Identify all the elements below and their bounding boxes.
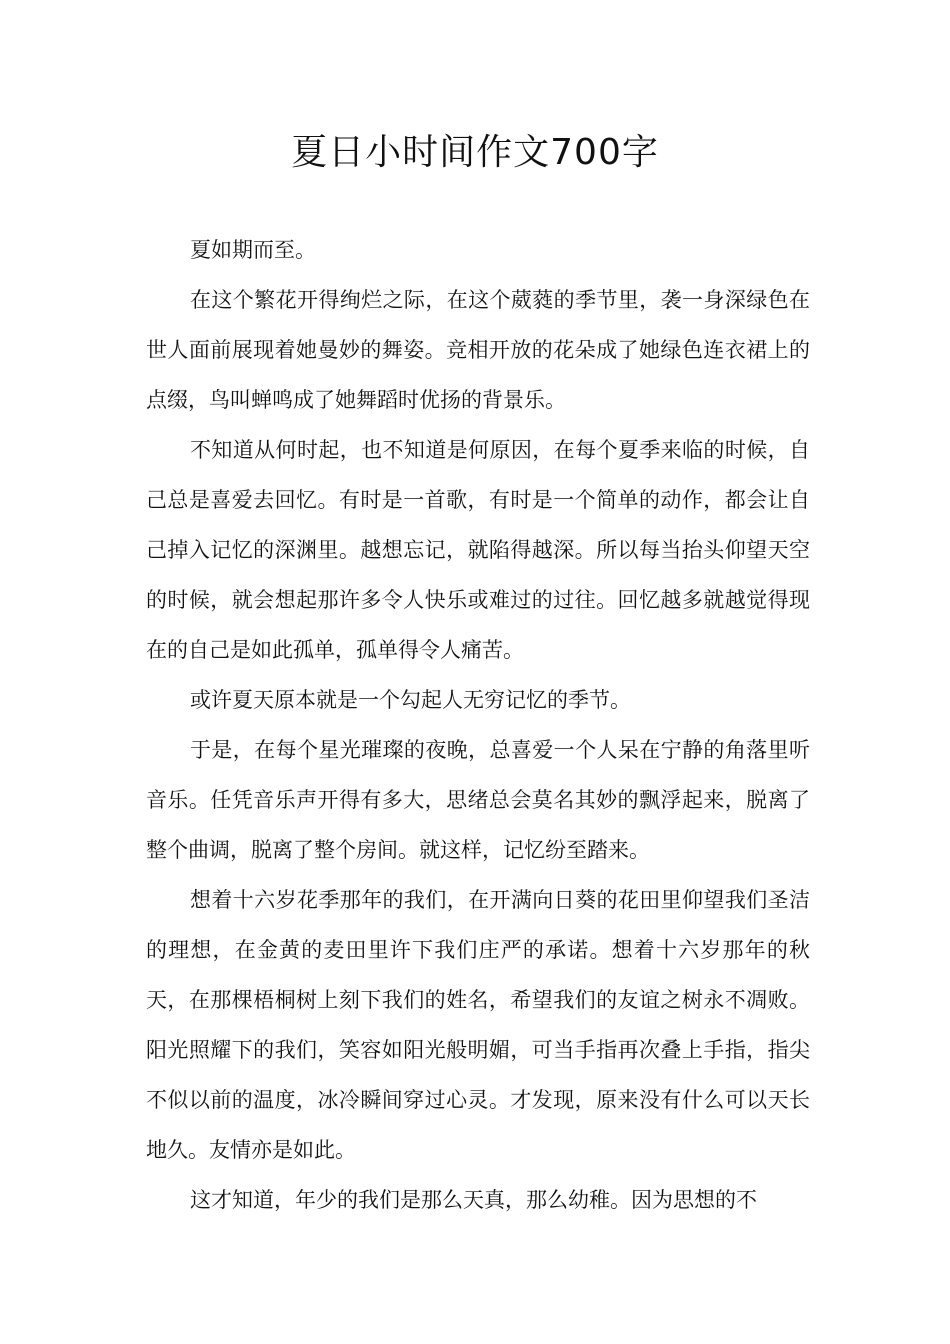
paragraph-4: 或许夏天原本就是一个勾起人无穷记忆的季节。	[190, 688, 631, 712]
paragraph-5: 于是，在每个星光璀璨的夜晚，总喜爱一个人呆在宁静的角落里听音乐。任凭音乐声开得有多大，思绪总会莫名其妙的飘浮起来，脱离了整个曲调，脱离了整个房间。就这样，记忆纷至踏来。	[146, 738, 810, 862]
document-body	[146, 225, 810, 1225]
paragraph-2: 在这个繁花开得绚烂之际，在这个葳蕤的季节里，袭一身深绿色在世人面前展现着她曼妙的舞姿。竞相开放的花朵成了她绿色连衣裙上的点缀，鸟叫蝉鸣成了她舞蹈时优扬的背景乐。	[146, 288, 810, 412]
paragraph-3: 不知道从何时起，也不知道是何原因，在每个夏季来临的时候，自己总是喜爱去回忆。有时是一首歌，有时是一个简单的动作，都会让自己掉入记忆的深渊里。越想忘记，就陷得越深。所以每当抬头仰望天空的时候，就会想起那许多令人快乐或难过的过往。回忆越多就越觉得现在的自己是如此孤单，孤单得令人痛苦。	[146, 438, 810, 662]
document-title: 夏日小时间作文700字	[291, 132, 659, 173]
paragraph-1: 夏如期而至。	[190, 238, 316, 262]
paragraph-6: 想着十六岁花季那年的我们，在开满向日葵的花田里仰望我们圣洁的理想，在金黄的麦田里许下我们庄严的承诺。想着十六岁那年的秋天，在那棵梧桐树上刻下我们的姓名，希望我们的友谊之树永不凋败。阳光照耀下的我们，笑容如阳光般明媚，可当手指再次叠上手指，指尖不似以前的温度，冰冷瞬间穿过心灵。才发现，原来没有什么可以天长地久。友情亦是如此。	[146, 888, 810, 1162]
paragraph-7: 这才知道，年少的我们是那么天真，那么幼稚。因为思想的不	[190, 1188, 757, 1212]
